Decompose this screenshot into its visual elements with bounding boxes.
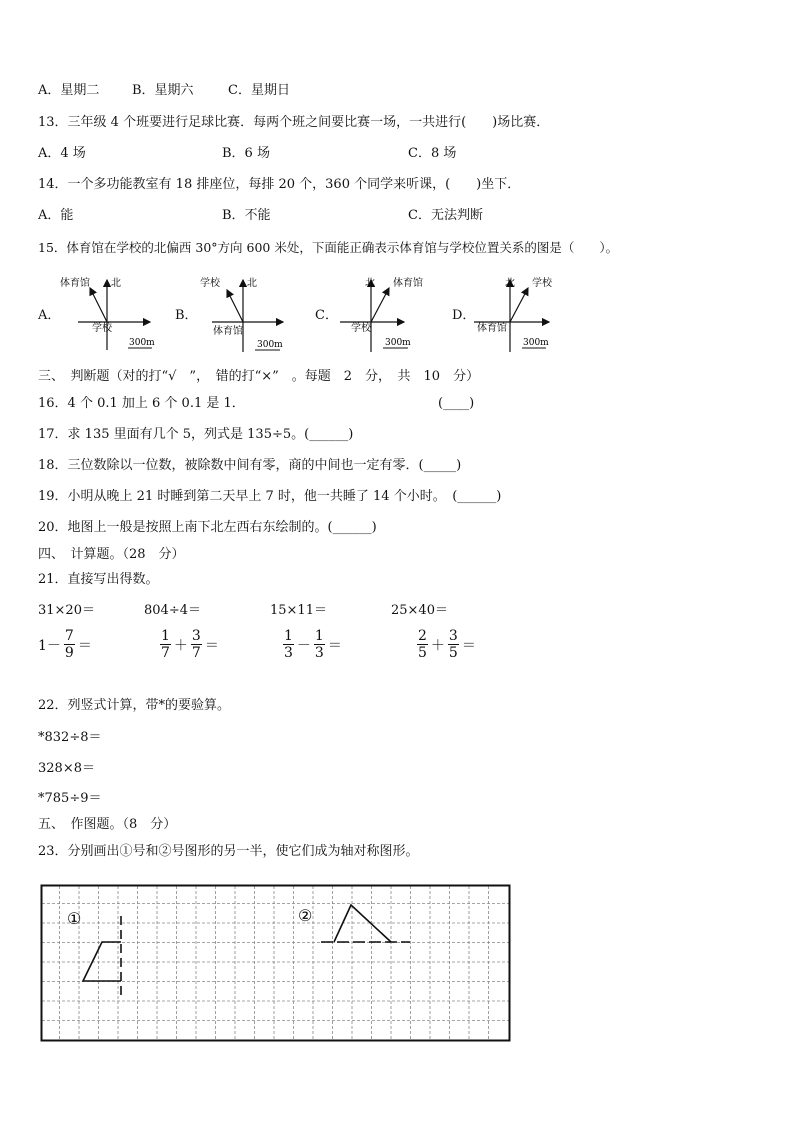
gym-label: 体育馆 [213,326,243,337]
q20-text: 20．地图上一般是按照上南下北左西右东绘制的。(______) [38,520,377,535]
school-label: 学校 [532,278,552,289]
gym-label: 体育馆 [393,278,423,289]
calc-item: 25×40＝ [391,603,448,618]
drawing-grid [40,884,512,1044]
gym-label: 体育馆 [477,323,507,334]
q15-diagrams [0,268,794,358]
q14-option-c: C．无法判断 [408,208,483,223]
q22-item-1: *832÷8＝ [38,730,102,745]
q12-option-b: B．星期六 [132,83,194,98]
section-4-heading: 四、 计算题。（28 分） [38,547,185,562]
scale-label: 300m [129,338,155,348]
diagram-a [60,276,155,350]
q18-text: 18．三位数除以一位数，被除数中间有零，商的中间也一定有零．(_____) [38,458,462,473]
q15-option-d: D． [452,308,476,323]
section-5-heading: 五、 作图题。（8 分） [38,817,177,832]
diagram-b [200,276,283,352]
q22-item-3: *785÷9＝ [38,791,102,806]
q15-option-c: C． [315,308,338,323]
figure-1-label: ① [67,909,82,928]
q12-option-c: C．星期日 [228,83,290,98]
diagram-d [474,276,553,352]
figure-2-half [334,905,391,942]
school-label: 学校 [92,323,112,334]
q17-text: 17．求 135 里面有几个 5，列式是 135÷5。(______) [38,427,354,442]
north-label: 北 [111,278,121,289]
scale-label: 300m [257,340,283,350]
q23-text: 23．分别画出①号和②号图形的另一半，使它们成为轴对称图形。 [38,844,419,859]
scale-label: 300m [385,338,411,348]
calc-item: 31×20＝ [38,603,95,618]
q16-blank[interactable]: (____) [438,396,475,411]
gym-label: 体育馆 [60,278,90,289]
q16-text: 16．4 个 0.1 加上 6 个 0.1 是 1． [38,396,245,411]
north-label: 北 [365,278,375,289]
q14-option-b: B．不能 [222,208,271,223]
calc-item: 804÷4＝ [144,603,201,618]
q22-text: 22．列竖式计算，带*的要验算。 [38,698,231,713]
q12-option-a: A．星期二 [38,83,100,98]
q14-option-a: A．能 [38,208,74,223]
q13-option-c: C．8 场 [408,146,457,161]
school-label: 学校 [351,323,371,334]
fraction-expr-1: 1－ 7 9 ＝ [38,628,92,661]
fraction-expr-4: 2 5 ＋ 3 5 ＝ [418,628,476,661]
calc-item: 15×11＝ [270,603,327,618]
q13-option-a: A．4 场 [38,146,86,161]
q15-option-a: A． [38,308,61,323]
figure-2-label: ② [298,906,313,925]
north-label: 北 [505,278,515,289]
q19-text: 19．小明从晚上 21 时睡到第二天早上 7 时，他一共睡了 14 个小时。 (______) [38,489,502,504]
q15-text: 15．体育馆在学校的北偏西 30°方向 600 米处，下面能正确表示体育馆与学校位置关系的图是（ ）。 [38,240,619,255]
north-label: 北 [247,278,257,289]
q14-text: 14．一个多功能教室有 18 排座位，每排 20 个，360 个同学来听课，( )坐下． [38,177,521,192]
q21-text: 21．直接写出得数。 [38,572,159,587]
school-label: 学校 [200,278,220,289]
q22-item-2: 328×8＝ [38,761,95,776]
q15-option-b: B． [175,308,198,323]
fraction-expr-2: 1 7 ＋ 3 7 ＝ [161,628,219,661]
q13-text: 13．三年级 4 个班要进行足球比赛．每两个班之间要比赛一场，一共进行( )场比赛． [38,115,550,130]
fraction-expr-3: 1 3 － 1 3 ＝ [284,628,342,661]
grid-border [42,886,510,1041]
diagram-c [340,276,423,352]
figure-1-half [83,942,121,981]
q13-option-b: B．6 场 [222,146,270,161]
section-3-heading: 三、 判断题（对的打“√ ”， 错的打“×” 。每题 2 分， 共 10 分） [38,369,480,384]
direction-arrow [90,288,107,322]
scale-label: 300m [523,338,549,348]
